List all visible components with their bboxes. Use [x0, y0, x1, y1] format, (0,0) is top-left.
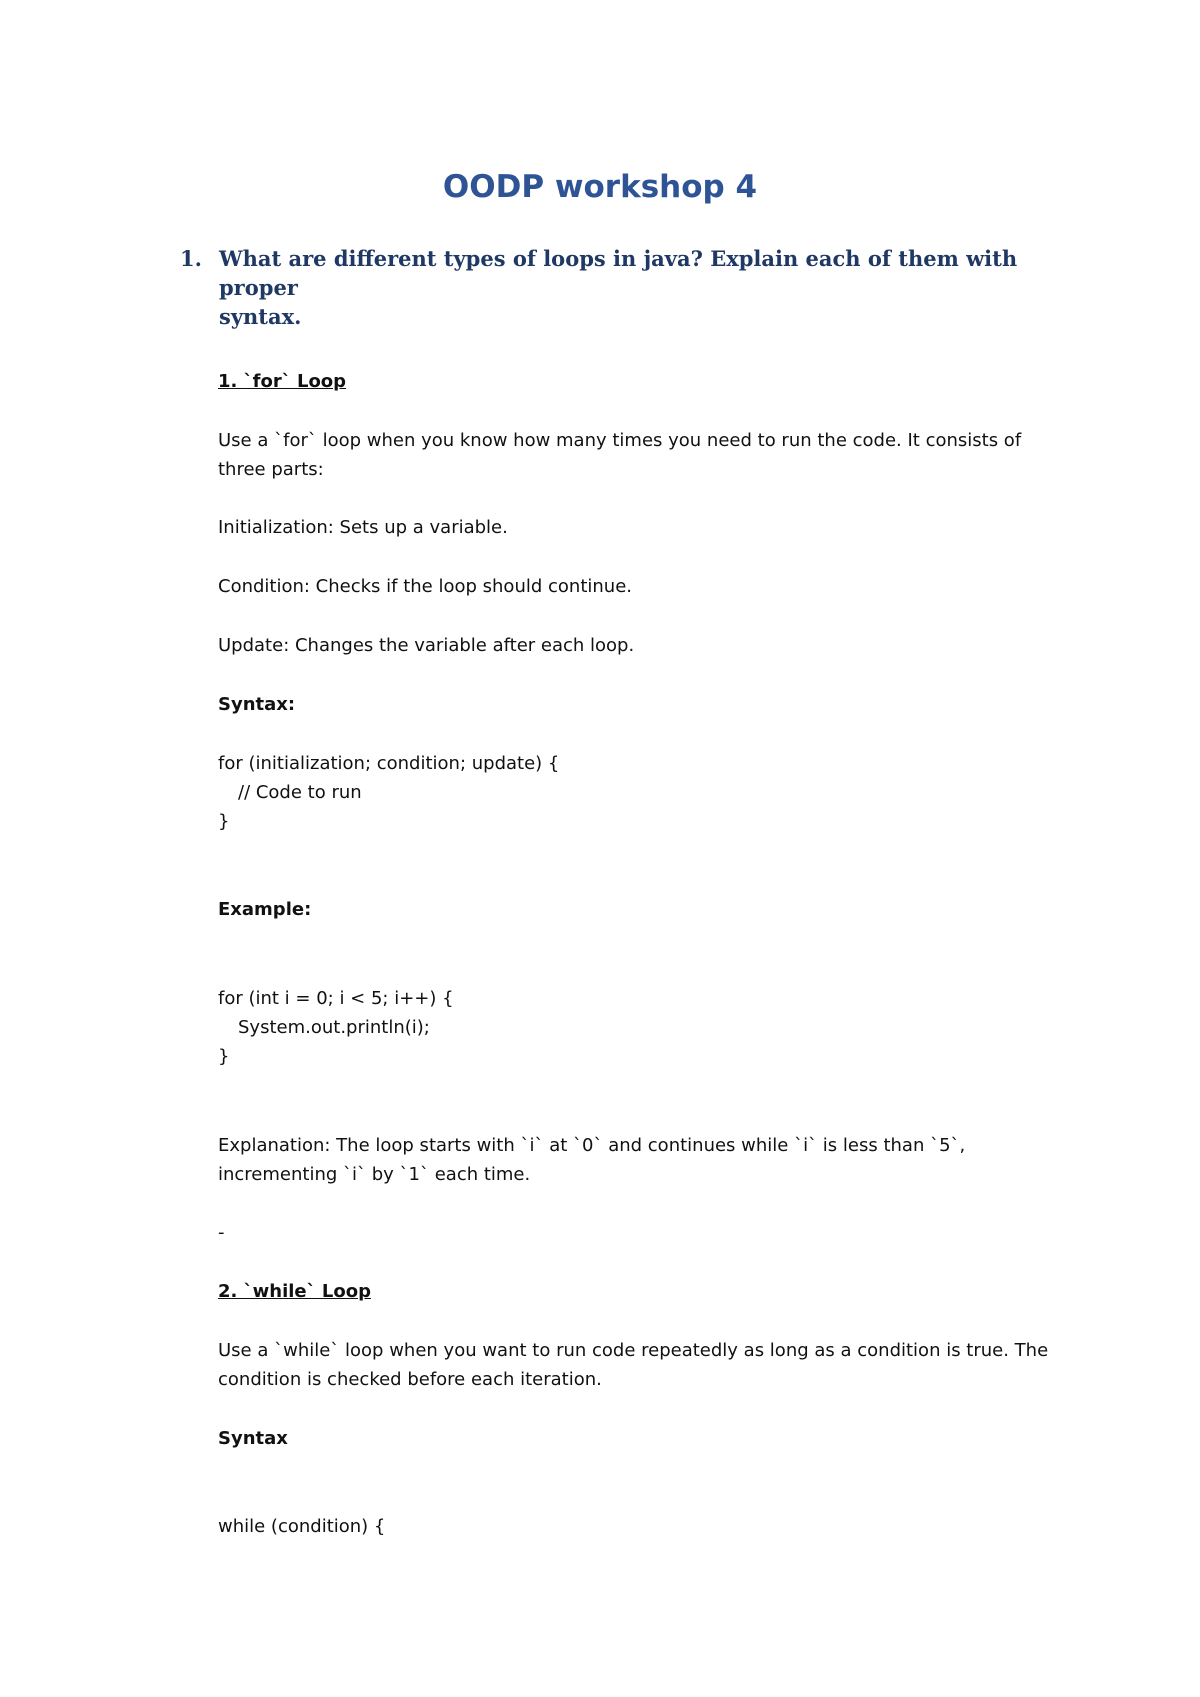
for-syntax-code-line-2: // Code to run: [238, 782, 362, 803]
question-text-line-1: What are different types of loops in java? Explain each of them with proper: [219, 246, 1018, 300]
while-loop-intro-line-2: condition is checked before each iteration.: [218, 1369, 602, 1390]
for-loop-initialization: Initialization: Sets up a variable.: [218, 517, 508, 538]
for-syntax-code-line-3: }: [218, 811, 230, 832]
while-loop-syntax-label: Syntax: [218, 1428, 288, 1449]
for-example-code-line-3: }: [218, 1046, 230, 1067]
for-example-code-line-1: for (int i = 0; i < 5; i++) {: [218, 988, 454, 1009]
for-loop-intro-line-2: three parts:: [218, 459, 324, 480]
for-example-code-line-2: System.out.println(i);: [238, 1017, 430, 1038]
for-loop-example-label: Example:: [218, 899, 312, 920]
for-syntax-code-line-1: for (initialization; condition; update) {: [218, 753, 560, 774]
for-loop-syntax-label: Syntax:: [218, 694, 296, 715]
while-loop-intro-line-1: Use a `while` loop when you want to run code repeatedly as long as a condition is true. The: [218, 1340, 1049, 1361]
for-loop-explanation-line-2: incrementing `i` by `1` each time.: [218, 1164, 531, 1185]
for-loop-heading: 1. `for` Loop: [218, 371, 347, 392]
document-title: OODP workshop 4: [442, 169, 758, 205]
for-loop-update: Update: Changes the variable after each loop.: [218, 635, 635, 656]
for-loop-intro-line-1: Use a `for` loop when you know how many times you need to run the code. It consists of: [218, 430, 1022, 451]
for-loop-explanation-line-1: Explanation: The loop starts with `i` at `0` and continues while `i` is less than `5`,: [218, 1135, 966, 1156]
while-loop-heading: 2. `while` Loop: [218, 1281, 371, 1302]
question-number: 1.: [180, 246, 202, 271]
section-separator: -: [218, 1222, 225, 1243]
while-syntax-code-line-1: while (condition) {: [218, 1516, 386, 1537]
question-text-line-2: syntax.: [219, 304, 302, 329]
for-loop-condition: Condition: Checks if the loop should continue.: [218, 576, 632, 597]
question-text: [219, 244, 1039, 331]
